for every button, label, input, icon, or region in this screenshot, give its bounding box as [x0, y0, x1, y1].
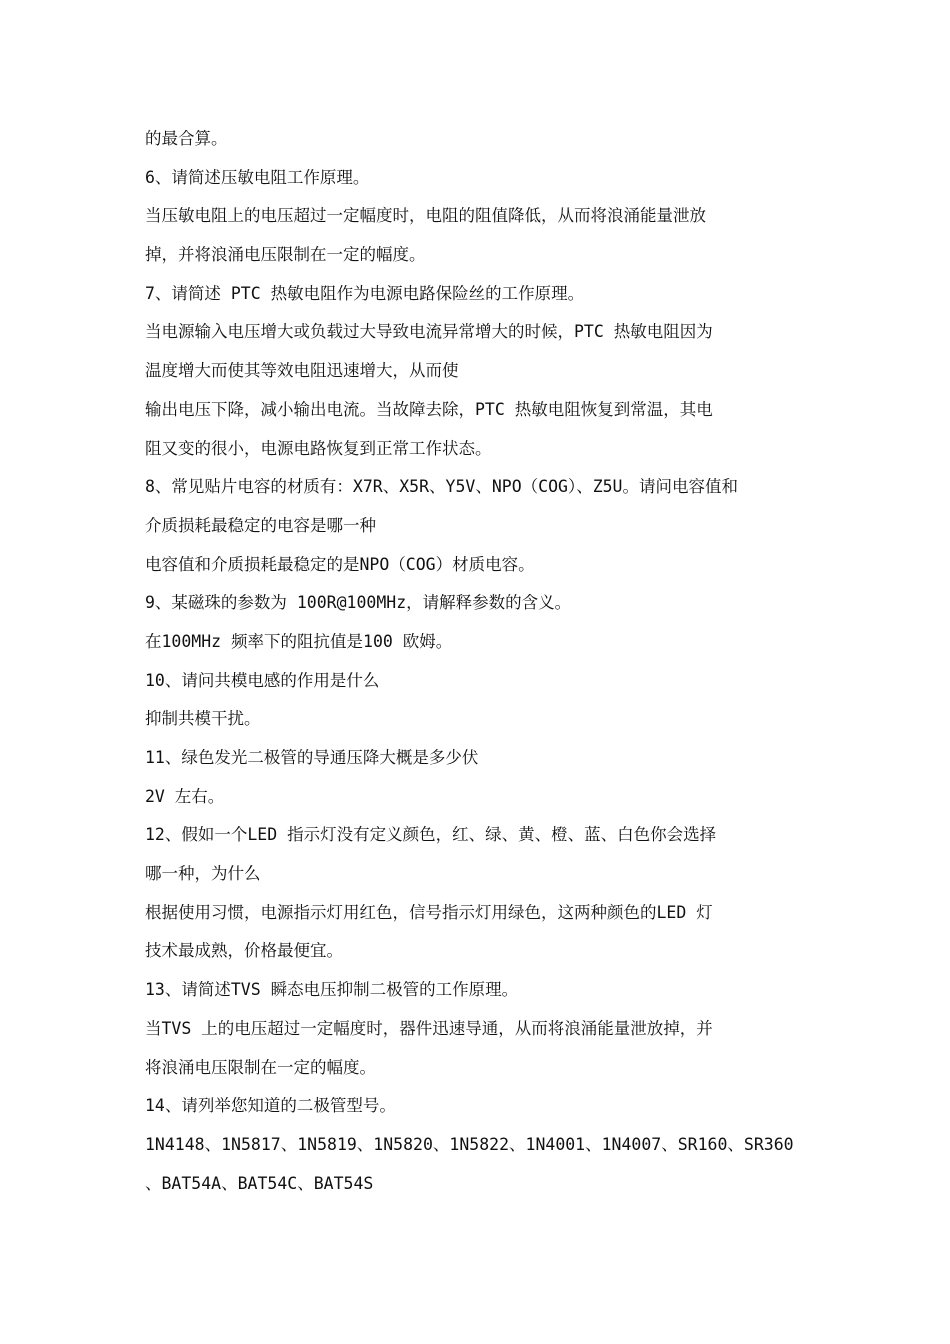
answer-14-line-2: 、BAT54A、BAT54C、BAT54S: [145, 1173, 374, 1193]
answer-7-line-2: 温度增大而使其等效电阻迅速增大，从而使: [145, 361, 459, 381]
answer-10: 抑制共模干扰。: [145, 709, 261, 729]
answer-13-line-2: 将浪涌电压限制在一定的幅度。: [145, 1057, 376, 1077]
answer-12-line-2: 技术最成熟，价格最便宜。: [145, 941, 343, 961]
answer-6-line-2: 掉，并将浪涌电压限制在一定的幅度。: [145, 245, 426, 265]
answer-13-line-1: 当TVS 上的电压超过一定幅度时，器件迅速导通，从而将浪涌能量泄放掉，并: [145, 1018, 713, 1038]
answer-14-line-1: 1N4148、1N5817、1N5819、1N5820、1N5822、1N4001、1N4007、SR160、SR360: [145, 1134, 794, 1154]
answer-7-line-3: 输出电压下降，减小输出电流。当故障去除，PTC 热敏电阻恢复到常温，其电: [145, 399, 713, 419]
question-13: 13、请简述TVS 瞬态电压抑制二极管的工作原理。: [145, 980, 519, 1000]
question-6: 6、请简述压敏电阻工作原理。: [145, 167, 370, 187]
text-line: 的最合算。: [145, 129, 228, 148]
question-9: 9、某磁珠的参数为 100R@100MHz，请解释参数的含义。: [145, 593, 572, 613]
answer-11: 2V 左右。: [145, 786, 225, 806]
answer-9: 在100MHz 频率下的阻抗值是100 欧姆。: [145, 631, 453, 651]
answer-7-line-1: 当电源输入电压增大或负载过大导致电流异常增大的时候，PTC 热敏电阻因为: [145, 322, 713, 342]
question-7: 7、请简述 PTC 热敏电阻作为电源电路保险丝的工作原理。: [145, 283, 585, 303]
question-14: 14、请列举您知道的二极管型号。: [145, 1096, 396, 1116]
answer-8: 电容值和介质损耗最稳定的是NPO（COG）材质电容。: [145, 554, 535, 574]
document-text: [145, 120, 810, 1203]
question-12-line-2: 哪一种，为什么: [145, 864, 261, 884]
answer-7-line-4: 阻又变的很小，电源电路恢复到正常工作状态。: [145, 438, 492, 458]
answer-6-line-1: 当压敏电阻上的电压超过一定幅度时，电阻的阻值降低，从而将浪涌能量泄放: [145, 206, 706, 226]
answer-12-line-1: 根据使用习惯，电源指示灯用红色，信号指示灯用绿色，这两种颜色的LED 灯: [145, 902, 713, 922]
question-10: 10、请问共模电感的作用是什么: [145, 670, 380, 690]
question-8-line-1: 8、常见贴片电容的材质有：X7R、X5R、Y5V、NPO（COG）、Z5U。请问电容值和: [145, 477, 738, 497]
question-8-line-2: 介质损耗最稳定的电容是哪一种: [145, 515, 376, 535]
question-11: 11、绿色发光二极管的导通压降大概是多少伏: [145, 748, 479, 767]
question-12-line-1: 12、假如一个LED 指示灯没有定义颜色，红、绿、黄、橙、蓝、白色你会选择: [145, 825, 717, 845]
